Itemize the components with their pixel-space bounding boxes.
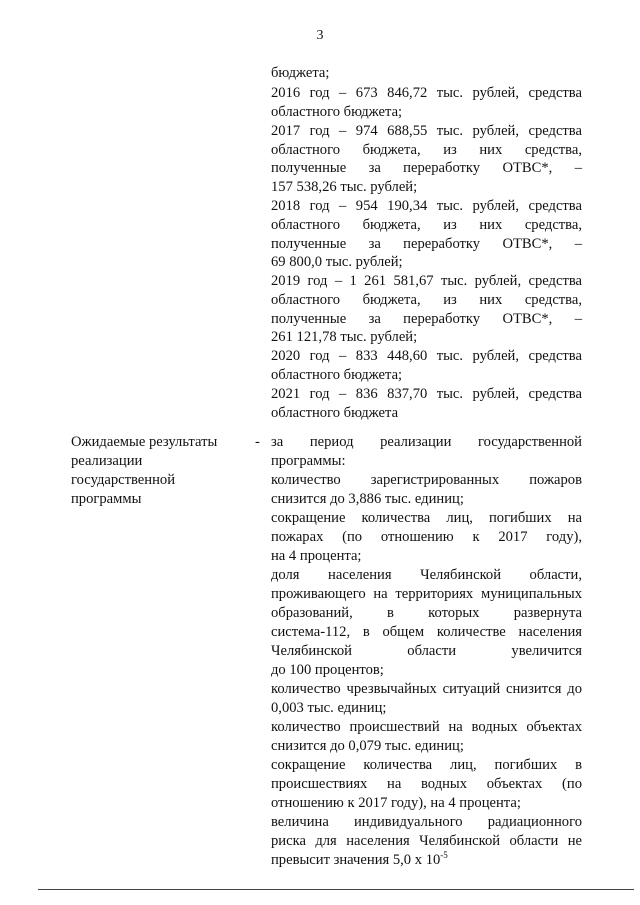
results-line: отношению к 2017 году), на 4 процента; xyxy=(271,795,521,811)
results-line: до 100 процентов; xyxy=(271,662,384,678)
results-line: на 4 процента; xyxy=(271,548,362,564)
results-line: пожарах (по отношению к 2017 году), xyxy=(271,529,582,545)
funding-line: 2019 год – 1 261 581,67 тыс. рублей, средства xyxy=(271,273,582,289)
funding-line: областного бюджета xyxy=(271,405,399,421)
funding-line: 2017 год – 974 688,55 тыс. рублей, средства xyxy=(271,123,582,139)
page-number: 3 xyxy=(316,28,324,43)
results-line: снизится до 0,079 тыс. единиц; xyxy=(271,738,464,754)
funding-line: областного бюджета, из них средства, xyxy=(271,142,582,158)
results-line: 0,003 тыс. единиц; xyxy=(271,700,387,716)
funding-line: 2020 год – 833 448,60 тыс. рублей, средства xyxy=(271,348,582,364)
funding-line: 2016 год – 673 846,72 тыс. рублей, средства xyxy=(271,85,582,101)
funding-line: 157 538,26 тыс. рублей; xyxy=(271,179,418,195)
results-line: количество чрезвычайных ситуаций снизится до xyxy=(271,681,582,697)
funding-line: 2018 год – 954 190,34 тыс. рублей, средства xyxy=(271,198,582,214)
results-line: сокращение количества лиц, погибших в xyxy=(271,757,582,773)
funding-line: 261 121,78 тыс. рублей; xyxy=(271,329,418,345)
results-line: риска для населения Челябинской области не xyxy=(271,833,582,849)
results-line: доля населения Челябинской области, xyxy=(271,567,582,583)
funding-line: полученные за переработку ОТВС*, – xyxy=(271,311,582,327)
results-label-line: государственной xyxy=(71,472,176,488)
funding-line: областного бюджета; xyxy=(271,104,403,120)
results-line: программы: xyxy=(271,453,346,469)
funding-line: областного бюджета, из них средства, xyxy=(271,217,582,233)
results-line: сокращение количества лиц, погибших на xyxy=(271,510,582,526)
results-line: образований, в которых развернута xyxy=(271,605,582,621)
results-line: количество зарегистрированных пожаров xyxy=(271,472,582,488)
results-line: система-112, в общем количестве населения xyxy=(271,624,582,640)
funding-line: полученные за переработку ОТВС*, – xyxy=(271,160,582,176)
results-line: снизится до 3,886 тыс. единиц; xyxy=(271,491,464,507)
footer-rule xyxy=(38,889,634,890)
results-line: происшествиях на водных объектах (по xyxy=(271,776,582,792)
funding-line: областного бюджета, из них средства, xyxy=(271,292,582,308)
funding-line: бюджета; xyxy=(271,65,330,81)
label-dash: - xyxy=(255,434,260,450)
results-line: за период реализации государственной xyxy=(271,434,582,450)
results-label-line: программы xyxy=(71,491,142,507)
results-label-line: реализации xyxy=(71,453,143,469)
results-line: Челябинской области увеличится xyxy=(271,643,582,659)
radiation-risk-value: превысит значения 5,0 х 10 xyxy=(271,852,441,868)
funding-line: областного бюджета; xyxy=(271,367,403,383)
results-line: проживающего на территориях муниципальных xyxy=(271,586,582,602)
funding-line: полученные за переработку ОТВС*, – xyxy=(271,236,582,252)
radiation-risk-exponent: -5 xyxy=(440,850,448,860)
funding-line: 2021 год – 836 837,70 тыс. рублей, средства xyxy=(271,386,582,402)
results-line-last xyxy=(271,851,582,869)
funding-line: 69 800,0 тыс. рублей; xyxy=(271,254,403,270)
results-label-line: Ожидаемые результаты xyxy=(71,434,218,450)
results-line: величина индивидуального радиационного xyxy=(271,814,582,830)
results-line: количество происшествий на водных объектах xyxy=(271,719,582,735)
